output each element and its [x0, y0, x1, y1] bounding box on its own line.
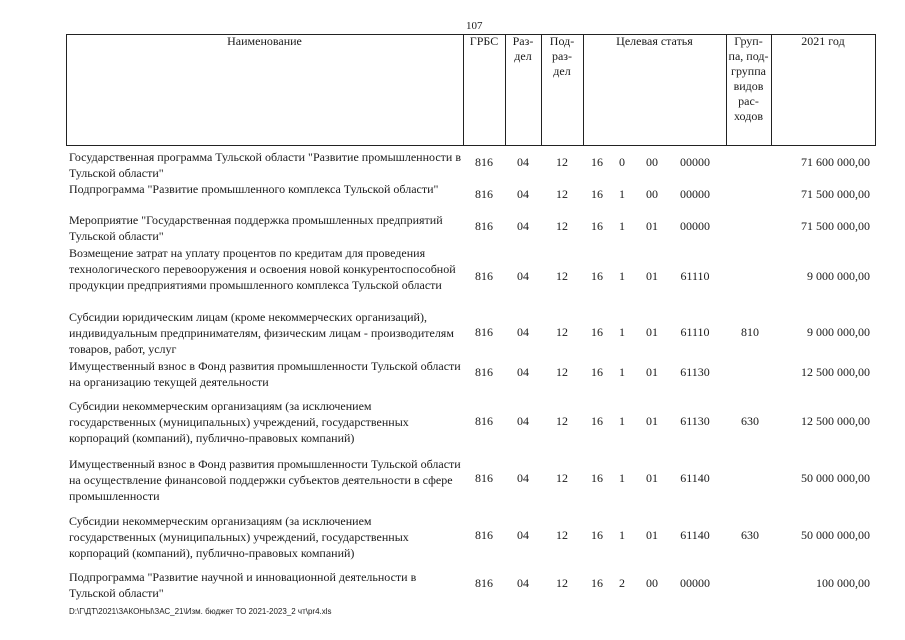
row-t2: 1: [619, 365, 625, 379]
header-podrazdel: Под- раз- дел: [549, 34, 575, 78]
row-rz: 04: [517, 325, 529, 339]
row-t3: 01: [646, 325, 658, 339]
row-name: Возмещение затрат на уплату процентов по кредитам для проведения технологического перевооружения и освоения новой конкурентоспособной продукции предприятиями промышленного комплекса Тульской области: [69, 246, 456, 292]
row-t1: 16: [591, 471, 603, 485]
row-name: Государственная программа Тульской области "Развитие промышленности в Тульской области": [69, 150, 461, 180]
row-pr: 12: [556, 576, 568, 590]
file-path-footer: D:\Г\ДТ\2021\ЗАКОНЫ\ЗАС_21\Изм. бюджет ТО 2021-2023_2 чт\pr4.xls: [69, 607, 332, 616]
row-t3: 01: [646, 414, 658, 428]
row-t1: 16: [591, 155, 603, 169]
row-t1: 16: [591, 187, 603, 201]
row-t4: 00000: [680, 187, 710, 201]
row-t1: 16: [591, 414, 603, 428]
row-grbs: 816: [475, 365, 493, 379]
header-name: Наименование: [227, 34, 302, 48]
row-sum: 71 500 000,00: [801, 219, 870, 233]
row-grbs: 816: [475, 269, 493, 283]
header-target: Целевая статья: [616, 34, 693, 48]
row-t4: 61110: [680, 269, 710, 283]
row-t3: 01: [646, 528, 658, 542]
row-sum: 12 500 000,00: [801, 365, 870, 379]
row-rz: 04: [517, 269, 529, 283]
header-razdel: Раз- дел: [512, 34, 534, 63]
row-pr: 12: [556, 187, 568, 201]
row-grbs: 816: [475, 576, 493, 590]
row-name: Мероприятие "Государственная поддержка промышленных предприятий Тульской области": [69, 213, 443, 243]
row-t2: 2: [619, 576, 625, 590]
row-pr: 12: [556, 471, 568, 485]
row-pr: 12: [556, 269, 568, 283]
row-rz: 04: [517, 187, 529, 201]
row-vr: 630: [741, 528, 759, 542]
row-sum: 100 000,00: [816, 576, 870, 590]
row-rz: 04: [517, 528, 529, 542]
row-t2: 1: [619, 269, 625, 283]
row-sum: 9 000 000,00: [807, 269, 870, 283]
row-grbs: 816: [475, 187, 493, 201]
row-t1: 16: [591, 576, 603, 590]
row-t4: 61130: [680, 414, 710, 428]
row-vr: 810: [741, 325, 759, 339]
row-t1: 16: [591, 219, 603, 233]
row-rz: 04: [517, 365, 529, 379]
row-pr: 12: [556, 528, 568, 542]
row-grbs: 816: [475, 155, 493, 169]
row-sum: 9 000 000,00: [807, 325, 870, 339]
row-t2: 1: [619, 471, 625, 485]
row-name: Подпрограмма "Развитие промышленного комплекса Тульской области": [69, 182, 439, 196]
row-t2: 1: [619, 414, 625, 428]
row-name: Имущественный взнос в Фонд развития промышленности Тульской области на организацию текущей деятельности: [69, 359, 461, 389]
header-grbs: ГРБС: [469, 34, 499, 48]
row-pr: 12: [556, 365, 568, 379]
row-t1: 16: [591, 365, 603, 379]
row-grbs: 816: [475, 528, 493, 542]
row-t3: 01: [646, 365, 658, 379]
row-sum: 12 500 000,00: [801, 414, 870, 428]
row-t3: 01: [646, 269, 658, 283]
row-t4: 61130: [680, 365, 710, 379]
row-name: Субсидии юридическим лицам (кроме некоммерческих организаций), индивидуальным предпринимателям, физическим лицам - производителям товаров, работ, услуг: [69, 310, 454, 356]
header-year: 2021 год: [801, 34, 845, 48]
row-grbs: 816: [475, 414, 493, 428]
row-t2: 1: [619, 219, 625, 233]
row-t2: 0: [619, 155, 625, 169]
row-grbs: 816: [475, 325, 493, 339]
row-t3: 00: [646, 187, 658, 201]
row-pr: 12: [556, 219, 568, 233]
row-rz: 04: [517, 576, 529, 590]
row-name: Подпрограмма "Развитие научной и инновационной деятельности в Тульской области": [69, 570, 417, 600]
row-vr: 630: [741, 414, 759, 428]
row-grbs: 816: [475, 219, 493, 233]
row-t2: 1: [619, 528, 625, 542]
header-group: Груп- па, под- группа видов рас- ходов: [728, 34, 769, 123]
row-t1: 16: [591, 528, 603, 542]
row-sum: 50 000 000,00: [801, 528, 870, 542]
row-t3: 00: [646, 155, 658, 169]
row-rz: 04: [517, 414, 529, 428]
row-grbs: 816: [475, 471, 493, 485]
row-rz: 04: [517, 155, 529, 169]
row-t1: 16: [591, 325, 603, 339]
page-number: 107: [466, 20, 483, 32]
row-t4: 00000: [680, 155, 710, 169]
row-pr: 12: [556, 155, 568, 169]
row-t2: 1: [619, 187, 625, 201]
row-t4: 61140: [680, 528, 710, 542]
row-name: Субсидии некоммерческим организациям (за исключением государственных (муниципальных) учреждений, государственных корпораций (компаний), публично-правовых компаний): [69, 399, 409, 445]
row-t3: 00: [646, 576, 658, 590]
row-name: Субсидии некоммерческим организациям (за исключением государственных (муниципальных) учреждений, государственных корпораций (компаний), публично-правовых компаний): [69, 514, 409, 560]
row-t2: 1: [619, 325, 625, 339]
row-pr: 12: [556, 325, 568, 339]
row-sum: 71 500 000,00: [801, 187, 870, 201]
row-rz: 04: [517, 219, 529, 233]
row-name: Имущественный взнос в Фонд развития промышленности Тульской области на осуществление финансовой поддержки субъектов деятельности в сфере промышленности: [69, 457, 461, 503]
row-t1: 16: [591, 269, 603, 283]
row-t4: 00000: [680, 219, 710, 233]
row-t4: 00000: [680, 576, 710, 590]
row-sum: 50 000 000,00: [801, 471, 870, 485]
row-t3: 01: [646, 471, 658, 485]
row-rz: 04: [517, 471, 529, 485]
row-t4: 61140: [680, 471, 710, 485]
row-pr: 12: [556, 414, 568, 428]
row-t4: 61110: [680, 325, 710, 339]
row-t3: 01: [646, 219, 658, 233]
row-sum: 71 600 000,00: [801, 155, 870, 169]
